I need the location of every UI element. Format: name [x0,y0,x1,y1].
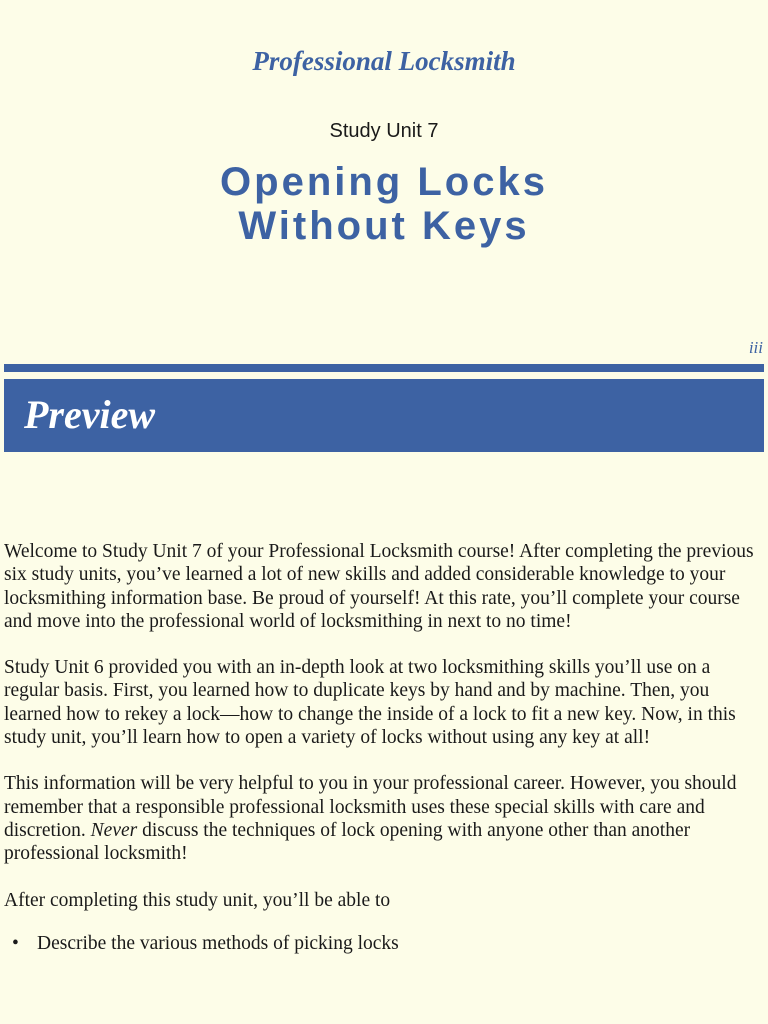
section-banner [4,379,764,452]
unit-label: Study Unit 7 [329,120,439,142]
list-item-text: Describe the various methods of picking locks [37,932,399,954]
paragraph-4: After completing this study unit, you’ll be able to [4,889,391,911]
paragraph-1: Welcome to Study Unit 7 of your Professional Locksmith course! After completing the previous six study units, you’ve learned a lot of new skills and added considerable knowledge to your locksmithing information base. Be proud of yourself! At this rate, you’ll complete your course and move into the professional world of locksmithing in next to no time! [4,541,754,632]
body-text [4,540,764,955]
paragraph-3 [4,772,764,865]
series-title: Professional Locksmith [252,46,516,76]
page-number: iii [748,338,763,357]
paragraph-3-text-start: This information will be very helpful to you in your professional career. However, you should remember that a responsible professional locksmith uses these special skills with care and discretion. [4,773,737,841]
unit-title-line-2: Without Keys [238,204,530,248]
paragraph-3-emphasis: Never [90,819,138,841]
divider-rule [4,364,764,372]
unit-title-line-1: Opening Locks [220,160,548,204]
bullet-icon: • [12,932,19,954]
paragraph-2: Study Unit 6 provided you with an in-depth look at two locksmithing skills you’ll use on a regular basis. First, you learned how to duplicate keys by hand and by machine. Then, you learned how to rekey a lock—how to change the inside of a lock to fit a new key. Now, in this study unit, you’ll learn how to open a variety of locks without using any key at all! [4,657,736,749]
unit-title [0,160,768,248]
paragraph-3-text-end: discuss the techniques of lock opening with anyone other than another professional locksmith! [4,819,691,865]
list-item [4,932,764,955]
section-title: Preview [24,392,156,437]
objectives-list [4,932,764,955]
